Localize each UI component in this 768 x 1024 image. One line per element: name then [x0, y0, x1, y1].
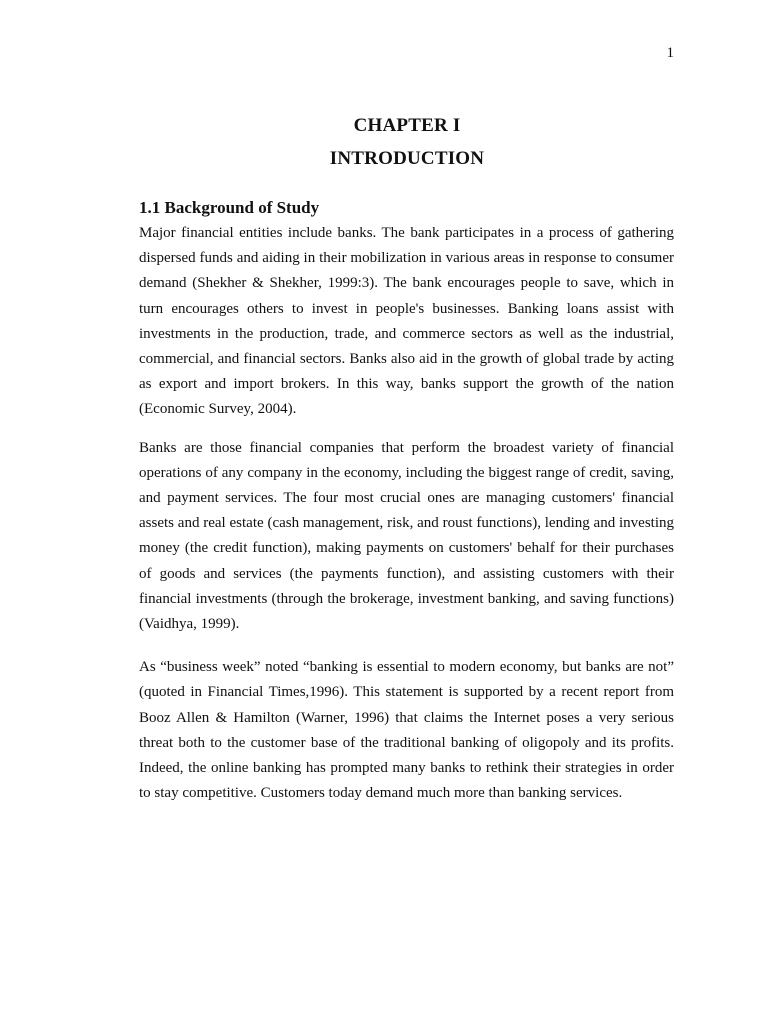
page-number: 1 [666, 45, 674, 61]
paragraph: Banks are those financial companies that perform the broadest variety of financial operations of any company in the economy, including the biggest range of credit, saving, and payment services. The four most crucial ones are managing customers' financial assets and real estate (cash management, risk, and roust functions), lending and investing money (the credit function), making payments on customers' behalf for their purchases of goods and services (the payments function), and assisting customers with their financial investments (through the brokerage, investment banking, and saving functions) (Vaidhya, 1999). [139, 439, 674, 633]
chapter-header [0, 113, 768, 172]
section-content [139, 196, 674, 806]
section-heading: 1.1 Background of Study [139, 198, 320, 217]
chapter-subtitle: INTRODUCTION [329, 148, 485, 169]
paragraph: Major financial entities include banks. The bank participates in a process of gathering dispersed funds and aiding in their mobilization in various areas in response to consumer demand (Shekher & Shekher, 1999:3). The bank encourages people to save, which in turn encourages others to invest in people's businesses. Banking loans assist with investments in the production, trade, and commerce sectors as well as the industrial, commercial, and financial sectors. Banks also aid in the growth of global trade by acting as export and import brokers. In this way, banks support the growth of the nation (Economic Survey, 2004). [139, 225, 674, 418]
paragraph: As “business week” noted “banking is essential to modern economy, but banks are not” (quoted in Financial Times,1996). This statement is supported by a recent report from Booz Allen & Hamilton (Warner, 1996) that claims the Internet poses a very serious threat both to the customer base of the traditional banking of oligopoly and its profits. Indeed, the online banking has prompted many banks to rethink their strategies in order to stay competitive. Customers today demand much more than banking services. [139, 659, 674, 802]
chapter-title: CHAPTER I [353, 115, 461, 136]
